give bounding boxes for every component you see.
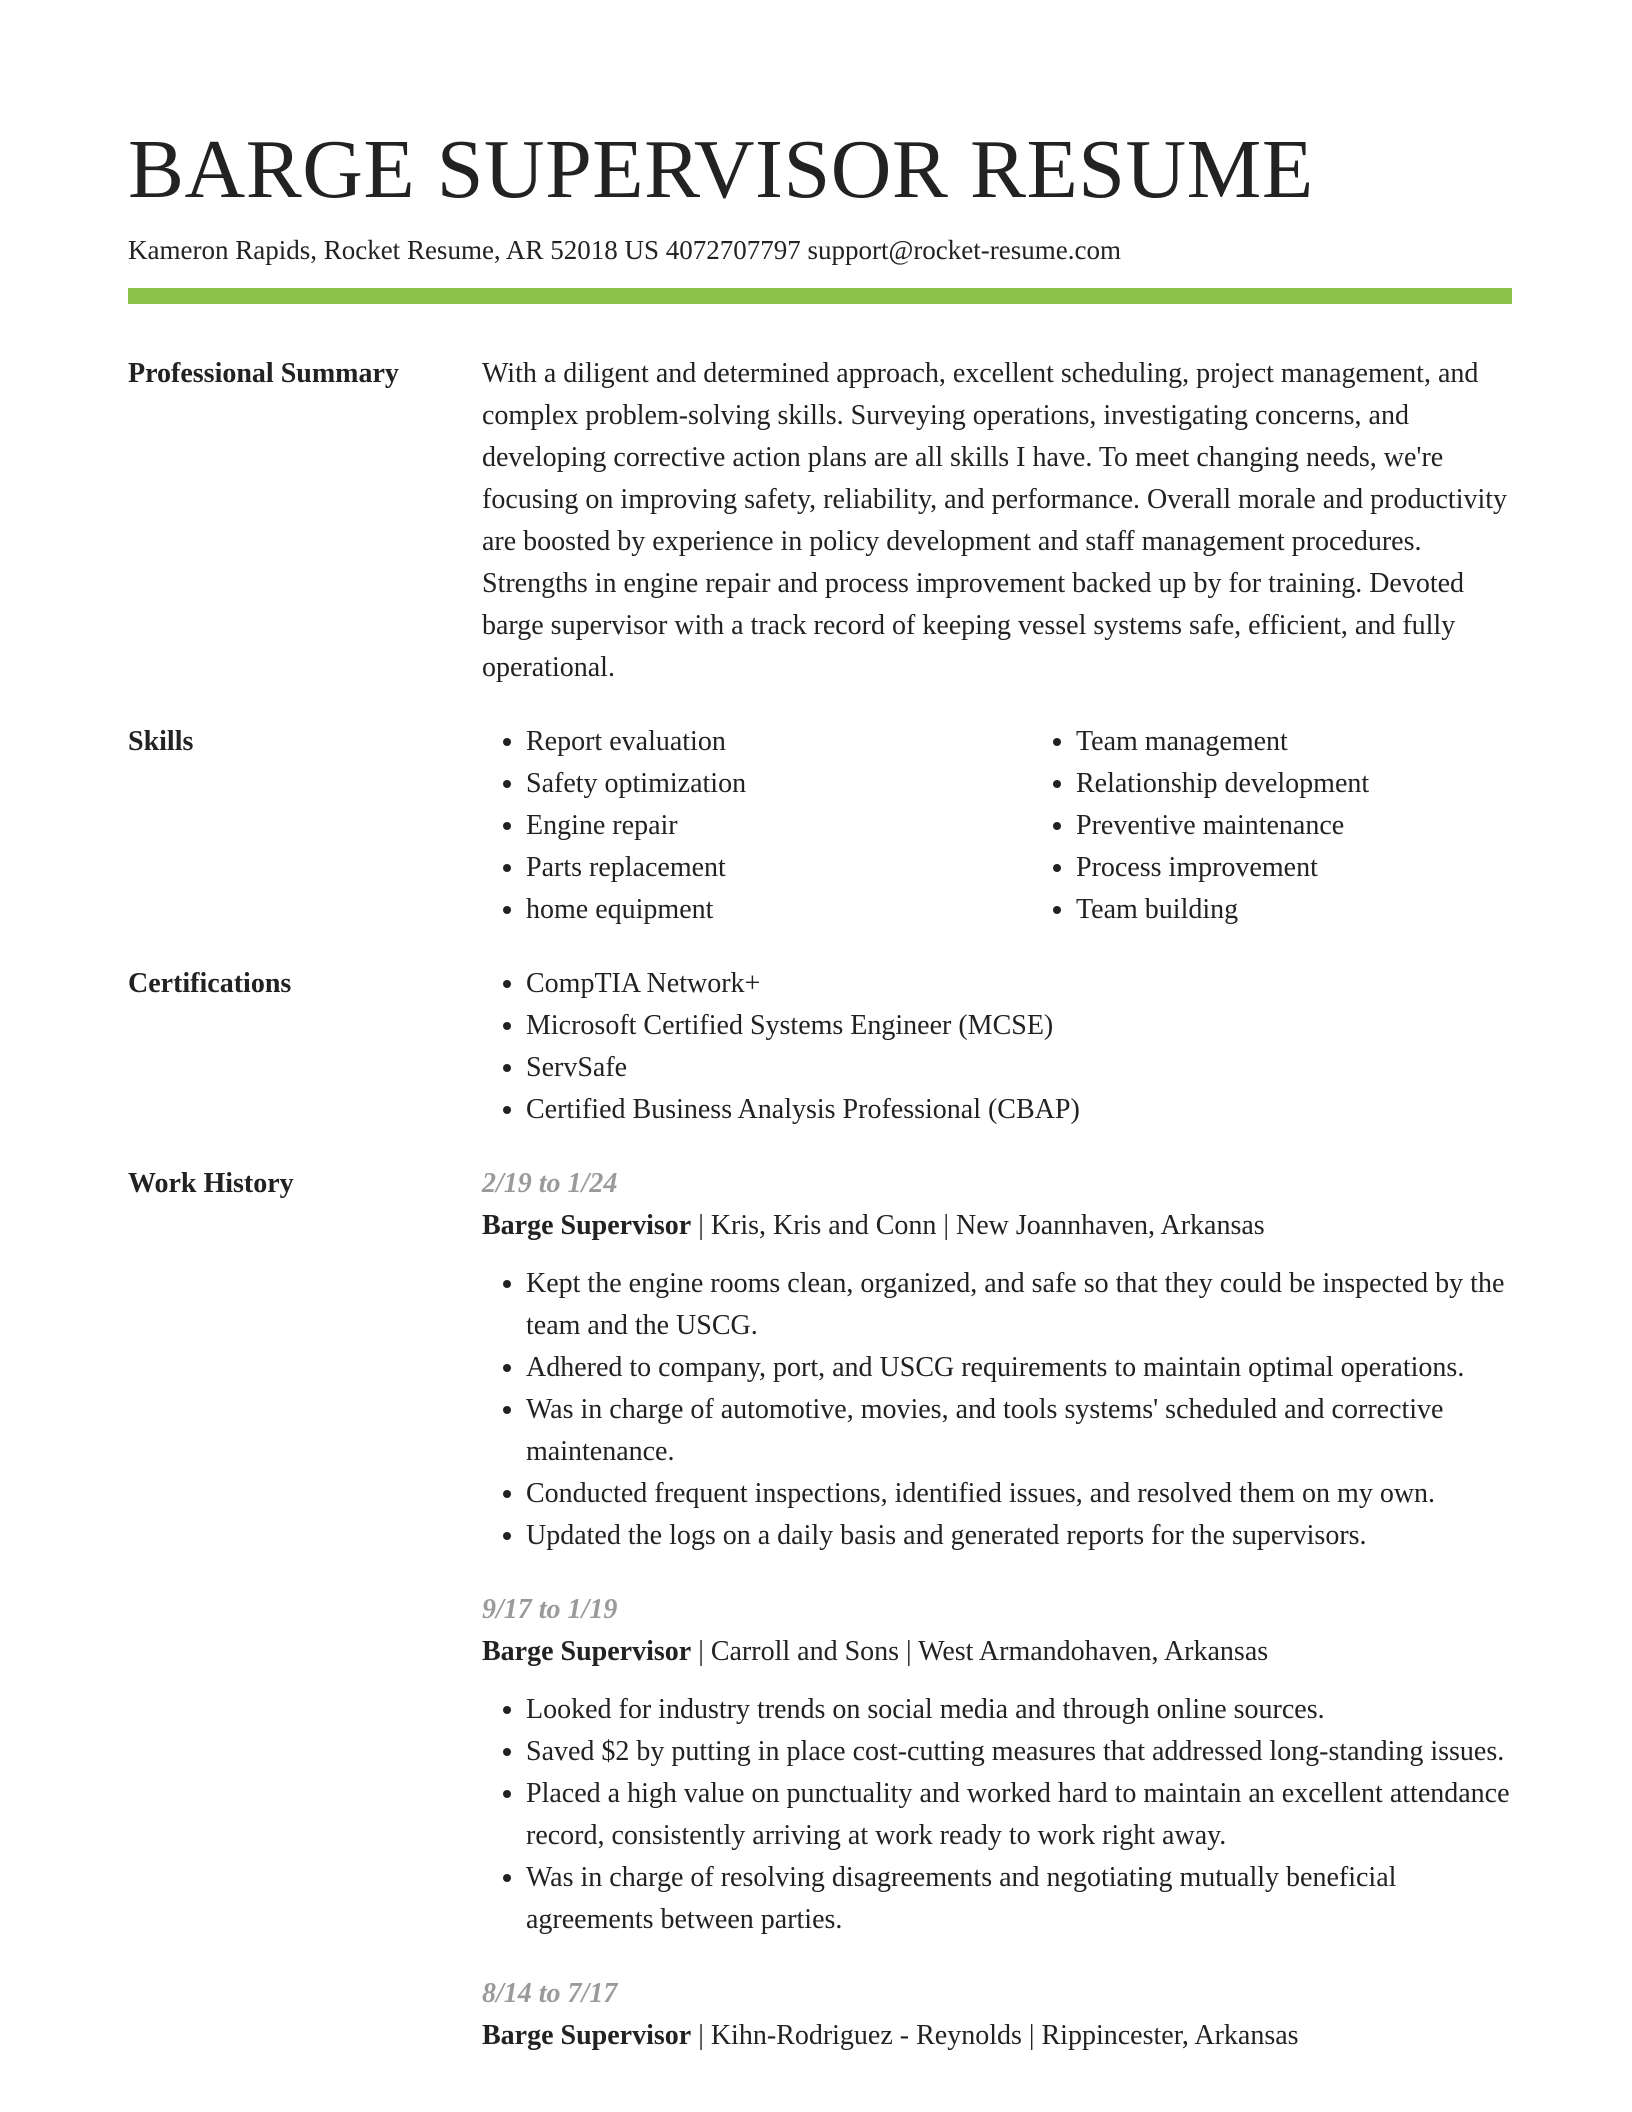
job-entry — [482, 1973, 1512, 2057]
list-item: • Adhered to company, port, and USCG requirements to maintain optimal operations. — [526, 1347, 1512, 1389]
list-item: • ServSafe — [526, 1047, 1512, 1089]
job-bullets — [482, 1689, 1512, 1941]
job-heading — [482, 1205, 1512, 1247]
job-dates: 9/17 to 1/19 — [482, 1594, 618, 1625]
list-item: • Preventive maintenance — [1076, 805, 1582, 847]
job-location: New Joannhaven, Arkansas — [955, 1210, 1265, 1241]
job-title: Barge Supervisor — [482, 2020, 692, 2051]
list-item: • Relationship development — [1076, 763, 1582, 805]
list-item: • home equipment — [526, 889, 1032, 931]
skills-list-left — [482, 721, 1032, 931]
job-title: Barge Supervisor — [482, 1636, 692, 1667]
list-item: • Was in charge of resolving disagreements and negotiating mutually beneficial agreements between parties. — [526, 1857, 1512, 1941]
list-item: • Updated the logs on a daily basis and generated reports for the supervisors. — [526, 1515, 1512, 1557]
skills-section — [128, 721, 1512, 931]
separator: | — [691, 2020, 711, 2051]
contact-line: Kameron Rapids, Rocket Resume, AR 52018 US 4072707797 support@rocket-resume.com — [128, 235, 1121, 265]
list-item: • Was in charge of automotive, movies, and tools systems' scheduled and corrective maintenance. — [526, 1389, 1512, 1473]
list-item: • CompTIA Network+ — [526, 963, 1512, 1005]
job-title: Barge Supervisor — [482, 1210, 692, 1241]
list-item: • Engine repair — [526, 805, 1032, 847]
job-entry — [482, 1163, 1512, 1557]
job-dates: 8/14 to 7/17 — [482, 1978, 618, 2009]
summary-text: With a diligent and determined approach, excellent scheduling, project management, and complex problem-solving skills. Surveying operations, investigating concerns, and developing corrective action plans are all skills I have. To meet changing needs, we're focusing on improving safety, reliability, and performance. Overall morale and productivity are boosted by experience in policy development and staff management procedures. Strengths in engine repair and process improvement backed up by for training. Devoted barge supervisor with a track record of keeping vessel systems safe, efficient, and fully operational. — [482, 358, 1508, 683]
list-item: • Microsoft Certified Systems Engineer (MCSE) — [526, 1005, 1512, 1047]
list-item: • Kept the engine rooms clean, organized, and safe so that they could be inspected by the team and the USCG. — [526, 1263, 1512, 1347]
job-heading — [482, 1631, 1512, 1673]
skills-list-right — [1032, 721, 1582, 931]
list-item: • Saved $2 by putting in place cost-cutting measures that addressed long-standing issues. — [526, 1731, 1512, 1773]
list-item: • Parts replacement — [526, 847, 1032, 889]
list-item: • Team management — [1076, 721, 1582, 763]
summary-label: Professional Summary — [128, 358, 399, 389]
job-company: Carroll and Sons — [710, 1636, 900, 1667]
summary-section — [128, 353, 1512, 689]
list-item: • Certified Business Analysis Professional (CBAP) — [526, 1089, 1512, 1131]
job-bullets — [482, 1263, 1512, 1557]
work-history-section — [128, 1163, 1512, 2089]
certifications-label: Certifications — [128, 968, 292, 999]
list-item: • Process improvement — [1076, 847, 1582, 889]
list-item: • Conducted frequent inspections, identified issues, and resolved them on my own. — [526, 1473, 1512, 1515]
list-item: • Placed a high value on punctuality and worked hard to maintain an excellent attendance record, consistently arriving at work ready to work right away. — [526, 1773, 1512, 1857]
list-item: • Safety optimization — [526, 763, 1032, 805]
job-dates: 2/19 to 1/24 — [482, 1168, 618, 1199]
list-item: • Report evaluation — [526, 721, 1032, 763]
job-location: Rippincester, Arkansas — [1041, 2020, 1299, 2051]
separator: | — [691, 1210, 711, 1241]
job-company: Kris, Kris and Conn — [710, 1210, 937, 1241]
list-item: • Looked for industry trends on social media and through online sources. — [526, 1689, 1512, 1731]
skills-label: Skills — [128, 726, 194, 757]
accent-divider — [128, 288, 1512, 304]
job-entry — [482, 1589, 1512, 1941]
job-heading — [482, 2015, 1512, 2057]
separator: | — [899, 1636, 919, 1667]
resume-title: BARGE SUPERVISOR RESUME — [128, 123, 1314, 216]
work-history-label: Work History — [128, 1168, 294, 1199]
list-item: • Team building — [1076, 889, 1582, 931]
certifications-list — [482, 963, 1512, 1131]
separator: | — [936, 1210, 956, 1241]
certifications-section — [128, 963, 1512, 1131]
job-location: West Armandohaven, Arkansas — [918, 1636, 1269, 1667]
separator: | — [691, 1636, 711, 1667]
job-company: Kihn-Rodriguez - Reynolds — [710, 2020, 1022, 2051]
separator: | — [1021, 2020, 1042, 2051]
